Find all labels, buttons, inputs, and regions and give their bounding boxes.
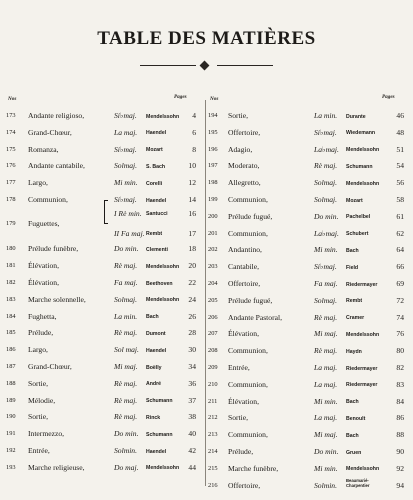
entry-number: 193 [6, 463, 16, 471]
entry-page: 69 [396, 279, 404, 288]
entry-key: II Fa maj. [114, 228, 145, 238]
entry-key: La♭maj. [314, 144, 339, 154]
entry-title: Élévation, [228, 396, 259, 406]
entry-composer: Field [346, 264, 359, 271]
entry-number: 203 [208, 263, 218, 271]
toc-entry [6, 460, 204, 476]
toc-entry [6, 175, 204, 191]
entry-key: La maj. [314, 413, 338, 423]
entry-number: 200 [208, 212, 218, 220]
entry-page: 37 [188, 395, 196, 405]
toc-entry [206, 209, 410, 225]
entry-composer: Wiedemann [346, 130, 376, 137]
toc-entry [6, 325, 204, 341]
entry-number: 184 [6, 312, 16, 320]
entry-number: 174 [6, 128, 16, 136]
entry-key: Mi min. [314, 396, 338, 406]
entry-title: Prélude funèbre, [28, 244, 79, 254]
entry-key: Do min. [114, 429, 139, 439]
toc-entry [6, 376, 204, 392]
entry-key: Mi maj. [114, 362, 138, 371]
entry-composer: Schumann [346, 163, 373, 170]
entry-title: Communion, [228, 346, 268, 356]
entry-composer: Riedermayer [346, 281, 378, 288]
fuguettes-brace [104, 200, 108, 224]
entry-number: 180 [6, 245, 16, 253]
diamond-icon [200, 61, 210, 71]
entry-page: 48 [396, 127, 404, 137]
entry-number: 185 [6, 329, 16, 337]
entry-composer: Mendelssohn [146, 113, 180, 120]
toc-entry [206, 461, 410, 477]
entry-title: Offertoire, [228, 279, 261, 288]
entry-title: Andantino, [228, 245, 262, 255]
toc-entry [206, 175, 410, 191]
toc-entry [6, 309, 204, 325]
entry-page: 24 [188, 294, 196, 304]
entry-title: Romanza, [28, 144, 59, 154]
entry-title: Allegretto, [228, 178, 261, 188]
entry-page: 40 [188, 429, 196, 439]
entry-composer: Mendelssohn [146, 297, 180, 304]
entry-title: Sortie, [228, 413, 249, 423]
toc-entry [206, 142, 410, 158]
toc-entry [206, 158, 410, 174]
entry-number: 195 [208, 128, 218, 136]
entry-number: 212 [208, 414, 218, 422]
entry-composer: Rembt [146, 231, 163, 238]
entry-page: 84 [396, 396, 404, 406]
entry-key: Rè maj. [114, 395, 138, 405]
toc-entry [6, 108, 204, 124]
entry-composer: Benoult [346, 415, 366, 422]
entry-number: 199 [208, 196, 218, 203]
entry-key: Fa maj. [314, 279, 338, 288]
entry-page: 54 [396, 161, 404, 171]
entry-title: Prélude fugué, [228, 211, 273, 221]
entry-page: 42 [188, 446, 196, 455]
entry-composer: Bach [146, 314, 159, 321]
entry-title: Communion, [228, 195, 268, 204]
entry-key: Solmaj. [314, 195, 337, 204]
entry-composer: Dumont [146, 330, 166, 337]
entry-page: 76 [396, 329, 404, 339]
entry-page: 28 [188, 328, 196, 338]
entry-page: 94 [396, 480, 404, 490]
entry-key: Si♭maj. [314, 262, 337, 272]
entry-title: Offertoire, [228, 480, 261, 490]
entry-key: Rè maj. [114, 412, 138, 422]
entry-title: Communion, [228, 430, 268, 440]
entry-title: Fuguettes, [28, 218, 60, 228]
entry-composer: Haydn [346, 348, 362, 355]
toc-entry [6, 342, 204, 358]
entry-number: 211 [208, 397, 218, 405]
entry-page: 14 [188, 195, 196, 204]
entry-key: Rè maj. [314, 161, 338, 171]
title-ornament [140, 62, 273, 70]
entry-composer: Rinck [146, 414, 161, 421]
entry-key: Mi min. [114, 178, 138, 188]
entry-title: Fughetta, [28, 311, 57, 321]
entry-composer: Mendelssohn [346, 147, 380, 154]
entry-page: 44 [188, 462, 196, 472]
entry-composer: Mendelssohn [346, 331, 380, 338]
entry-title: Andante religioso, [28, 111, 85, 120]
number-header: Nos [210, 96, 219, 102]
entry-composer: Haendel [146, 197, 167, 204]
entry-number: 202 [208, 246, 218, 254]
entry-number: 206 [208, 313, 218, 321]
entry-page: 72 [396, 295, 404, 305]
entry-page: 4 [192, 111, 196, 120]
entry-number: 175 [6, 145, 16, 153]
entry-composer: Clementi [146, 246, 168, 253]
entry-key: I Rè min. [114, 208, 142, 218]
entry-number: 176 [6, 162, 16, 170]
entry-title: Prélude, [228, 447, 254, 456]
entry-number: 181 [6, 262, 16, 270]
entry-composer: Mendelssohn [346, 180, 380, 187]
toc-entry [206, 343, 410, 359]
entry-key: Solmin. [314, 480, 337, 490]
entry-page: 74 [396, 312, 404, 322]
toc-entry [206, 360, 410, 376]
entry-composer: André [146, 381, 161, 388]
entry-number: 205 [208, 296, 218, 304]
entry-key: Do maj. [114, 462, 139, 472]
entry-title: Marche religieuse, [28, 462, 85, 472]
entry-title: Marche funèbre, [228, 463, 279, 473]
entry-number: 191 [6, 430, 16, 438]
toc-entry [6, 142, 204, 158]
entry-number: 204 [208, 280, 218, 287]
entry-title: Grand-Chœur, [28, 362, 72, 371]
entry-page: 17 [188, 228, 196, 238]
toc-entry [206, 108, 410, 124]
entry-page: 12 [188, 178, 196, 188]
entry-title: Élévation, [28, 261, 59, 271]
entry-composer: Schumann [146, 431, 173, 438]
entry-number: 196 [208, 145, 218, 153]
entry-composer: Rembt [346, 298, 363, 305]
entry-composer: Cramer [346, 315, 365, 322]
entry-composer: Gruen [346, 449, 362, 456]
entry-key: Solmaj. [114, 294, 137, 304]
entry-number: 210 [208, 380, 218, 388]
toc-entry [206, 226, 410, 242]
entry-page: 64 [396, 245, 404, 255]
entry-page: 90 [396, 447, 404, 456]
entry-key: Mi min. [314, 463, 338, 473]
entry-number: 190 [6, 413, 16, 421]
entry-title: Mélodie, [28, 395, 56, 405]
pages-header: Pages [382, 94, 395, 100]
entry-composer: Boëlly [146, 364, 162, 371]
entry-title: Entrée, [228, 363, 250, 372]
entry-composer: Durante [346, 113, 366, 120]
entry-number: 201 [208, 229, 218, 237]
entry-key: Si♭maj. [114, 144, 137, 154]
entry-key: Fa maj. [114, 278, 138, 287]
entry-number: 216 [208, 481, 218, 489]
entry-composer: Beethoven [146, 280, 173, 287]
toc-entry [6, 359, 204, 375]
page-title: TABLE DES MATIÈRES [97, 28, 316, 49]
toc-entry [6, 409, 204, 425]
entry-title: Élévation, [28, 278, 59, 287]
entry-page: 61 [396, 211, 404, 221]
entry-title: Andante Pastoral, [228, 312, 282, 322]
entry-title: Andante cantabile, [28, 161, 85, 171]
entry-key: Mi maj. [314, 329, 338, 339]
ornament-line-left [140, 65, 196, 66]
entry-composer: Mendelssohn [146, 263, 180, 270]
entry-number: 178 [6, 196, 16, 203]
toc-entry [206, 326, 410, 342]
entry-key: Do min. [314, 447, 339, 456]
entry-number: 198 [208, 179, 218, 187]
entry-number: 188 [6, 379, 16, 387]
entry-title: Moderato, [228, 161, 260, 171]
toc-entry [206, 242, 410, 258]
entry-page: 8 [192, 144, 196, 154]
entry-key: La maj. [114, 127, 138, 137]
entry-title: Prélude fugué, [228, 295, 273, 305]
entry-number: 214 [208, 448, 218, 455]
entry-page: 26 [188, 311, 196, 321]
entry-key: Do min. [114, 244, 139, 254]
entry-title: Cantabile, [228, 262, 259, 272]
entry-key: Sol maj. [114, 345, 139, 355]
entry-number: 173 [6, 112, 16, 119]
entry-number: 183 [6, 295, 16, 303]
entry-number: 177 [6, 179, 16, 187]
entry-title: Largo, [28, 345, 48, 355]
entry-key: La min. [114, 311, 138, 321]
toc-entry [6, 258, 204, 274]
entry-page: 66 [396, 262, 404, 272]
entry-page: 36 [188, 378, 196, 388]
entry-number: 209 [208, 364, 218, 371]
entry-composer: Corelli [146, 180, 163, 187]
entry-key: Mi min. [314, 245, 338, 255]
entry-composer: Haendel [146, 448, 167, 455]
entry-key: La maj. [314, 379, 338, 389]
entry-composer: Mozart [346, 197, 363, 204]
toc-entry [6, 426, 204, 442]
entry-title: Offertoire, [228, 127, 261, 137]
entry-title: Grand-Chœur, [28, 127, 72, 137]
toc-entry [6, 226, 204, 242]
toc-entry [6, 125, 204, 141]
ornament-line-right [217, 65, 273, 66]
entry-composer: Pachelbel [346, 214, 371, 221]
entry-key: Solmaj. [314, 295, 337, 305]
entry-page: 62 [396, 228, 404, 238]
toc-entry [6, 275, 204, 291]
entry-page: 16 [188, 208, 196, 218]
entry-title: Largo, [28, 178, 48, 188]
entry-composer: Haendel [146, 347, 167, 354]
entry-title: Sortie, [28, 412, 49, 422]
entry-number: 189 [6, 396, 16, 404]
entry-page: 58 [396, 195, 404, 204]
entry-page: 6 [192, 127, 196, 137]
entry-page: 30 [188, 345, 196, 355]
entry-composer: S. Bach [146, 163, 166, 170]
entry-key: La min. [314, 111, 338, 120]
entry-page: 88 [396, 430, 404, 440]
entry-number: 179 [6, 219, 16, 227]
entry-composer: Bach [346, 247, 359, 254]
toc-entry [206, 310, 410, 326]
entry-key: Rè maj. [114, 261, 138, 271]
pages-header: Pages [174, 94, 187, 100]
toc-entry [206, 259, 410, 275]
entry-page: 22 [188, 278, 196, 287]
entry-key: Rè maj. [114, 328, 138, 338]
entry-key: Si♭maj. [314, 127, 337, 137]
entry-page: 56 [396, 178, 404, 188]
entry-page: 83 [396, 379, 404, 389]
entry-key: Rè maj. [314, 312, 338, 322]
toc-entry [206, 377, 410, 393]
toc-entry [6, 158, 204, 174]
entry-composer: Mozart [146, 147, 163, 154]
entry-title: Communion, [228, 228, 268, 238]
entry-number: 197 [208, 162, 218, 170]
entry-composer: Bach [346, 432, 359, 439]
entry-page: 92 [396, 463, 404, 473]
entry-title: Sortie, [28, 378, 49, 388]
entry-composer: Schubert [346, 231, 369, 238]
entry-key: Do min. [314, 211, 339, 221]
entry-title: Adagio, [228, 144, 253, 154]
entry-page: 86 [396, 413, 404, 423]
entry-composer: Mendelssohn [146, 465, 180, 472]
entry-key: Solmaj. [114, 161, 137, 171]
entry-number: 194 [208, 112, 218, 119]
entry-key: Mi maj. [314, 430, 338, 440]
entry-composer: Santucci [146, 211, 168, 218]
entry-number: 182 [6, 279, 16, 286]
entry-composer: Bach [346, 399, 359, 406]
entry-key: Rè maj. [114, 378, 138, 388]
entry-composer: Riedermayer [346, 382, 378, 389]
entry-key: La maj. [314, 363, 338, 372]
toc-entry [206, 394, 410, 410]
entry-composer: Schumann [146, 398, 173, 405]
toc-entry [6, 241, 204, 257]
entry-composer: Riedermayer [346, 365, 378, 372]
toc-entry [6, 443, 204, 459]
entry-title: Marche solennelle, [28, 294, 86, 304]
entry-number: 207 [208, 330, 218, 338]
entry-title: Intermezzo, [28, 429, 65, 439]
entry-number: 215 [208, 464, 218, 472]
entry-number: 213 [208, 431, 218, 439]
toc-entry [206, 276, 410, 292]
toc-entry [206, 478, 410, 494]
entry-page: 80 [396, 346, 404, 356]
toc-entry [206, 293, 410, 309]
entry-number: 208 [208, 347, 218, 355]
entry-key: Solmaj. [314, 178, 337, 188]
entry-number: 186 [6, 346, 16, 354]
entry-key: Solmin. [114, 446, 137, 455]
entry-page: 82 [396, 363, 404, 372]
number-header: Nos [8, 96, 17, 102]
entry-key: Si♭maj. [114, 111, 137, 120]
entry-composer: Beaumarié-Charpentier [346, 478, 370, 489]
entry-number: 187 [6, 363, 16, 370]
entry-composer: Haendel [146, 130, 167, 137]
entry-page: 46 [396, 111, 404, 120]
entry-title: Élévation, [228, 329, 259, 339]
entry-page: 51 [396, 144, 404, 154]
entry-page: 20 [188, 261, 196, 271]
entry-title: Entrée, [28, 446, 50, 455]
entry-title: Prélude, [28, 328, 54, 338]
toc-entry [206, 427, 410, 443]
entry-composer: Mendelssohn [346, 466, 380, 473]
toc-entry [206, 192, 410, 208]
toc-entry [206, 444, 410, 460]
entry-key: Si♭maj. [114, 195, 137, 204]
toc-entry [206, 410, 410, 426]
toc-entry [206, 125, 410, 141]
entry-number: 192 [6, 447, 16, 454]
entry-page: 10 [188, 161, 196, 171]
toc-entry [6, 292, 204, 308]
entry-key: Rè maj. [314, 346, 338, 356]
entry-title: Communion, [228, 379, 268, 389]
entry-page: 18 [188, 244, 196, 254]
entry-key: La♭maj. [314, 228, 339, 238]
toc-entry [6, 393, 204, 409]
entry-title: Sortie, [228, 111, 249, 120]
entry-page: 34 [188, 362, 196, 371]
entry-page: 38 [188, 412, 196, 422]
entry-title: Communion, [28, 195, 68, 204]
